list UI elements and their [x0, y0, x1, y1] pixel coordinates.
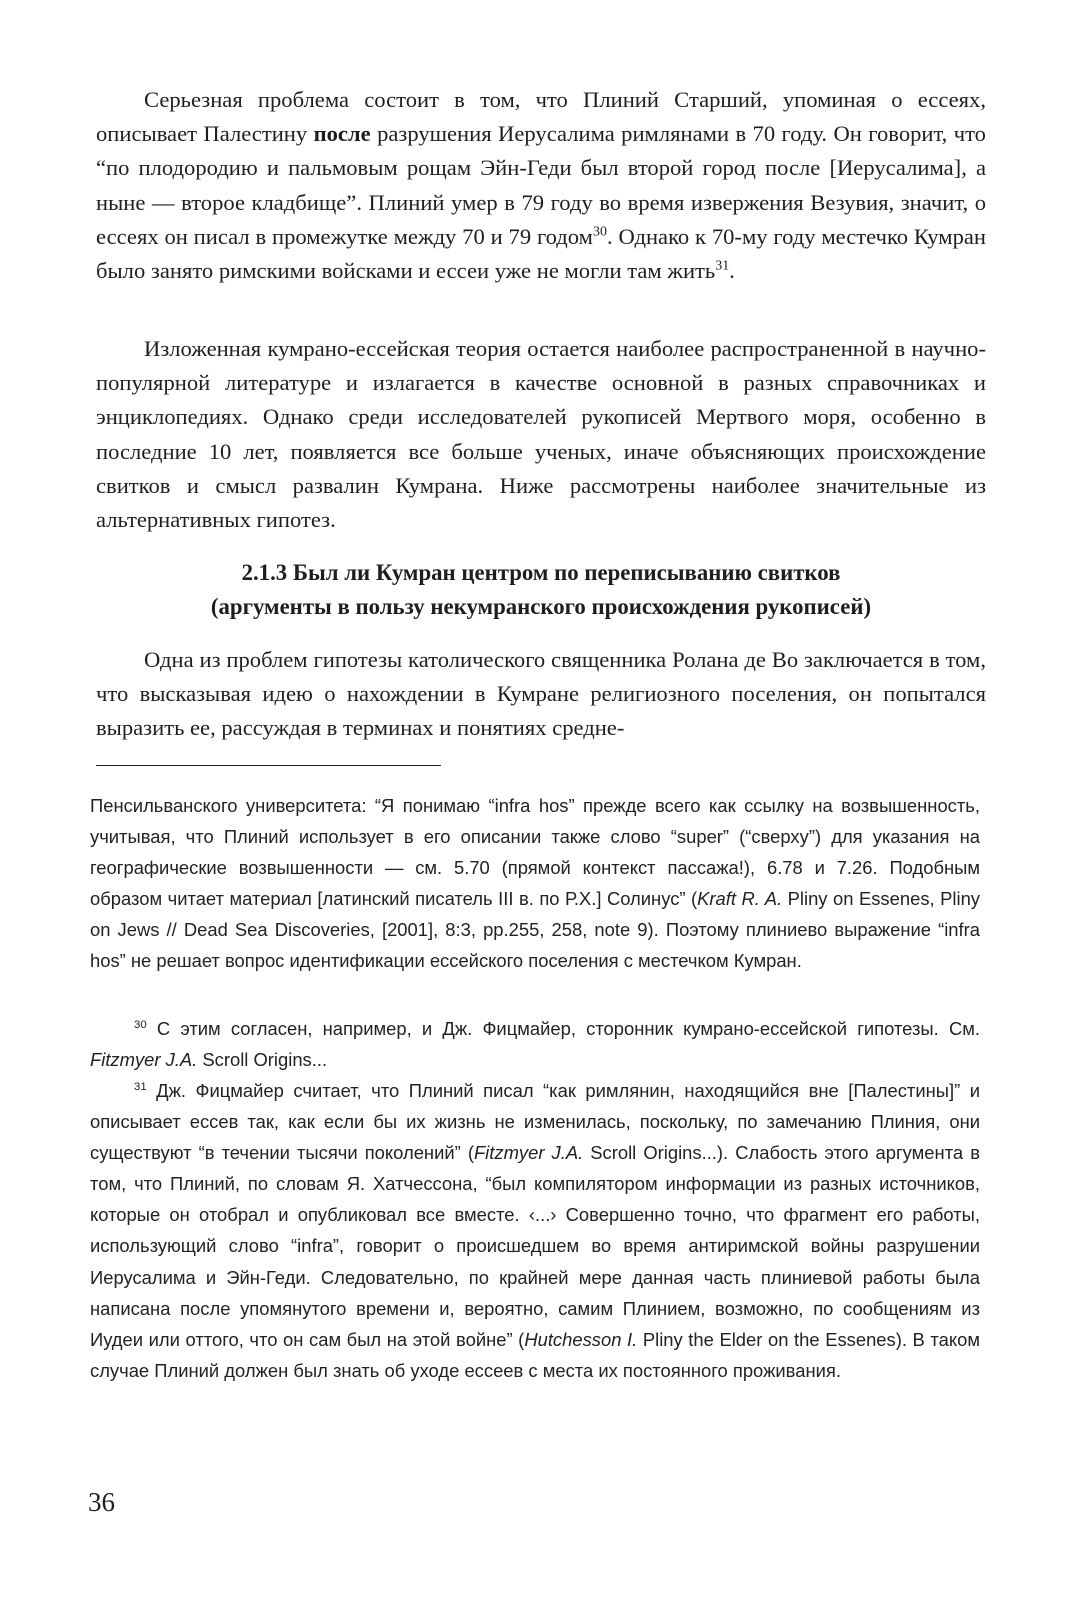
footnote-continued	[90, 790, 980, 977]
footnote-text-segment: Scroll Origins...). Слабость этого аргумента в том, что Плиний, по словам Я. Хатчессона, “был компилятором информации из разных источников, которые он отобрал и опубликовал все вместе. ‹...› Совершенно точно, что фрагмент его работы, использующий слово “infra”, говорит о происшедшем во время антиримской войны разрушении Иерусалима и Эйн-Геди. Следовательно, по крайней мере данная часть плиниевой работы была написана после упомянутого времени и, вероятно, самим Плинием, возможно, по сообщениям из Иудеи или оттого, что он сам был на этой войне” (	[90, 1142, 980, 1350]
footnote-30	[90, 1013, 980, 1075]
footnote-text-segment: Дж. Фицмайер считает, что Плиний писал “как римлянин, находящийся вне [Палестины]” и описывает ессев так, как если бы их жизнь не изменилась, поскольку, по замечанию Плиния, они существуют “в течении тысячи поколений” (	[90, 1080, 980, 1164]
section-heading	[96, 556, 986, 624]
cited-author: Fitzmyer J.A.	[473, 1142, 584, 1164]
footnote-marker: 31	[134, 1080, 147, 1093]
footnote-text	[90, 790, 980, 977]
body-paragraph-3	[96, 643, 986, 746]
cited-author: Fitzmyer J.A.	[90, 1049, 198, 1071]
footnote-text-segment: Pliny on Essenes, Pliny on Jews // Dead Sea Discoveries, [2001], 8:3, pp.255, 258, note 9). Поэтому плиниево выражение “infra hos” не решает вопрос идентификации ессейского поселения с местечком Кумран.	[90, 888, 980, 972]
body-paragraph-2	[96, 332, 986, 537]
paragraph-text: Одна из проблем гипотезы католического священника Ролана де Во заключается в том, что высказывая идею о нахождении в Кумране религиозного поселения, он попытался выразить ее, рассуждая в терминах и понятиях средне-	[96, 647, 986, 741]
paragraph-text-segment: разрушения Иерусалима римлянами в 70 году. Он говорит, что “по плодородию и пальмовым рощам Эйн-Геди был второй город после [Иерусалима], а ныне — второе кладбище”. Плиний умер в 79 году во время извержения Везувия, значит, о ессеях он писал в промежутке между 70 и 79 годом	[96, 121, 986, 249]
footnote-text-segment: Пенсильванского университета: “Я понимаю “infra hos” прежде всего как ссылку на возвышенность, учитывая, что Плиний использует в его описании также слово “super” (“сверху”) для указания на географические возвышенности — см. 5.70 (прямой контекст пассажа!), 6.78 и 7.26. Подобным образом читает материал [латинский писатель III в. по Р.Х.] Солинус” (	[90, 795, 980, 910]
footnote-separator	[96, 765, 441, 766]
page-number: 36	[88, 1487, 115, 1517]
paragraph-text-segment: . Однако к 70-му году местечко Кумран было занято римскими войсками и ессеи уже не могли там жить	[96, 223, 987, 284]
section-heading-line-2: (аргументы в пользу некумранского происхождения рукописей)	[210, 594, 872, 619]
emphasized-word: после	[313, 121, 371, 147]
footnote-31	[90, 1075, 980, 1386]
footnote-text	[90, 1075, 980, 1386]
paragraph-text	[96, 83, 986, 288]
footnote-marker: 30	[134, 1018, 147, 1031]
footnote-text-segment: Scroll Origins...	[197, 1049, 328, 1071]
paragraph-text-segment: .	[729, 258, 735, 284]
footnote-text-segment: С этим согласен, например, и Дж. Фицмайер, сторонник кумрано-ессейской гипотезы. См.	[146, 1018, 980, 1039]
cited-author: Kraft R. A.	[697, 888, 783, 910]
footnote-text	[90, 1013, 980, 1075]
body-paragraph-1	[96, 83, 986, 288]
footnote-ref-30[interactable]: 30	[592, 224, 607, 240]
section-heading-line-1: 2.1.3 Был ли Кумран центром по переписыванию свитков	[241, 560, 841, 585]
paragraph-text-segment: Серьезная проблема состоит в том, что Плиний Старший, упоминая о ессеях, описывает Палестину	[96, 87, 986, 147]
cited-author: Hutchesson I.	[524, 1328, 638, 1350]
paragraph-text: Изложенная кумрано-ессейская теория остается наиболее распространенной в научно-популярной литературе и излагается в качестве основной в разных справочниках и энциклопедиях. Однако среди исследователей рукописей Мертвого моря, особенно в последние 10 лет, появляется все больше ученых, иначе объясняющих происхождение свитков и смысл развалин Кумрана. Ниже рассмотрены наиболее значительные из альтернативных гипотез.	[96, 336, 986, 533]
footnote-text-segment: Pliny the Elder on the Essenes). В таком случае Плиний должен был знать об уходе ессеев с места их постоянного проживания.	[90, 1328, 980, 1381]
footnote-ref-31[interactable]: 31	[715, 258, 730, 274]
